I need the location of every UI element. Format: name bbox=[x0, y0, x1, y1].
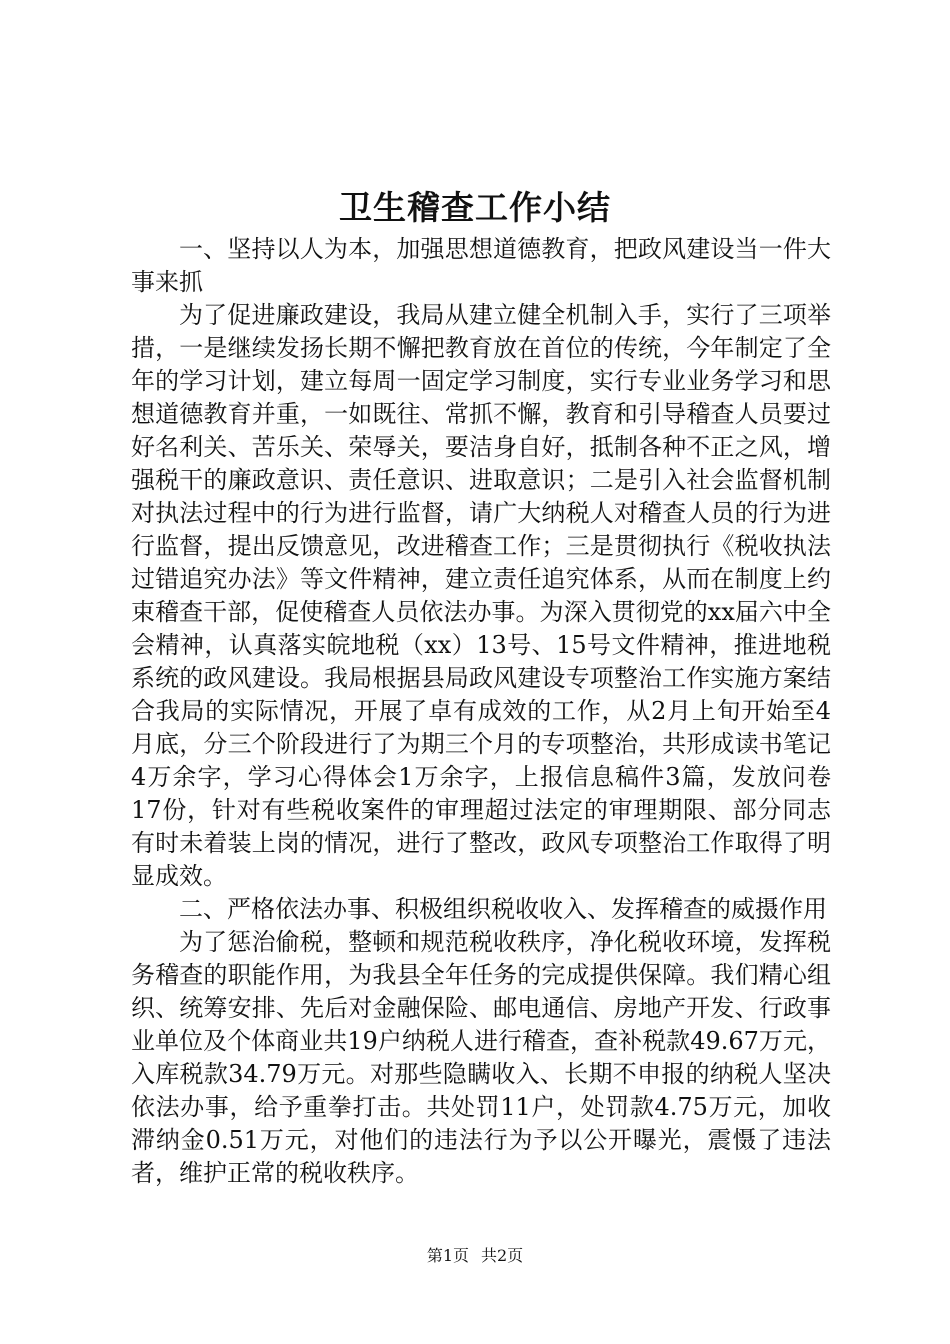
section-heading-1: 一、坚持以人为本，加强思想道德教育，把政风建设当一件大事来抓 bbox=[131, 235, 831, 296]
document-body bbox=[131, 233, 831, 1190]
page-footer bbox=[0, 1246, 950, 1266]
body-paragraph-2: 为了惩治偷税，整顿和规范税收秩序，净化税收环境，发挥税务稽查的职能作用，为我县全年任务的完成提供保障。我们精心组织、统筹安排、先后对金融保险、邮电通信、房地产开发、行政事业单位及个体商业共19户纳税人进行稽查，查补税款49.67万元，入库税款34.79万元。对那些隐瞒收入、长期不申报的纳税人坚决依法办事，给予重拳打击。共处罚11户，处罚款4.75万元，加收滞纳金0.51万元，对他们的违法行为予以公开曝光，震慑了违法者，维护正常的税收秩序。 bbox=[131, 928, 831, 1187]
body-paragraph-1: 为了促进廉政建设，我局从建立健全机制入手，实行了三项举措，一是继续发扬长期不懈把教育放在首位的传统，今年制定了全年的学习计划，建立每周一固定学习制度，实行专业业务学习和思想道德教育并重，一如既往、常抓不懈，教育和引导稽查人员要过好名利关、苦乐关、荣辱关，要洁身自好，抵制各种不正之风，增强税干的廉政意识、责任意识、进取意识；二是引入社会监督机制对执法过程中的行为进行监督，请广大纳税人对稽查人员的行为进行监督，提出反馈意见，改进稽查工作；三是贯彻执行《税收执法过错追究办法》等文件精神，建立责任追究体系，从而在制度上约束稽查干部，促使稽查人员依法办事。为深入贯彻党的xx届六中全会精神，认真落实皖地税（xx）13号、15号文件精神，推进地税系统的政风建设。我局根据县局政风建设专项整治工作实施方案结合我局的实际情况，开展了卓有成效的工作，从2月上旬开始至4月底，分三个阶段进行了为期三个月的专项整治，共形成读书笔记4万余字，学习心得体会1万余字，上报信息稿件3篇，发放问卷17份，针对有些税收案件的审理超过法定的审理期限、部分同志有时未着装上岗的情况，进行了整改，政风专项整治工作取得了明显成效。 bbox=[131, 301, 831, 890]
page-number: 第1页 bbox=[426, 1246, 469, 1265]
page-total: 共2页 bbox=[481, 1246, 524, 1265]
section-heading-2: 二、严格依法办事、积极组织税收收入、发挥稽查的威摄作用 bbox=[179, 895, 827, 923]
document-title: 卫生稽查工作小结 bbox=[339, 188, 611, 227]
